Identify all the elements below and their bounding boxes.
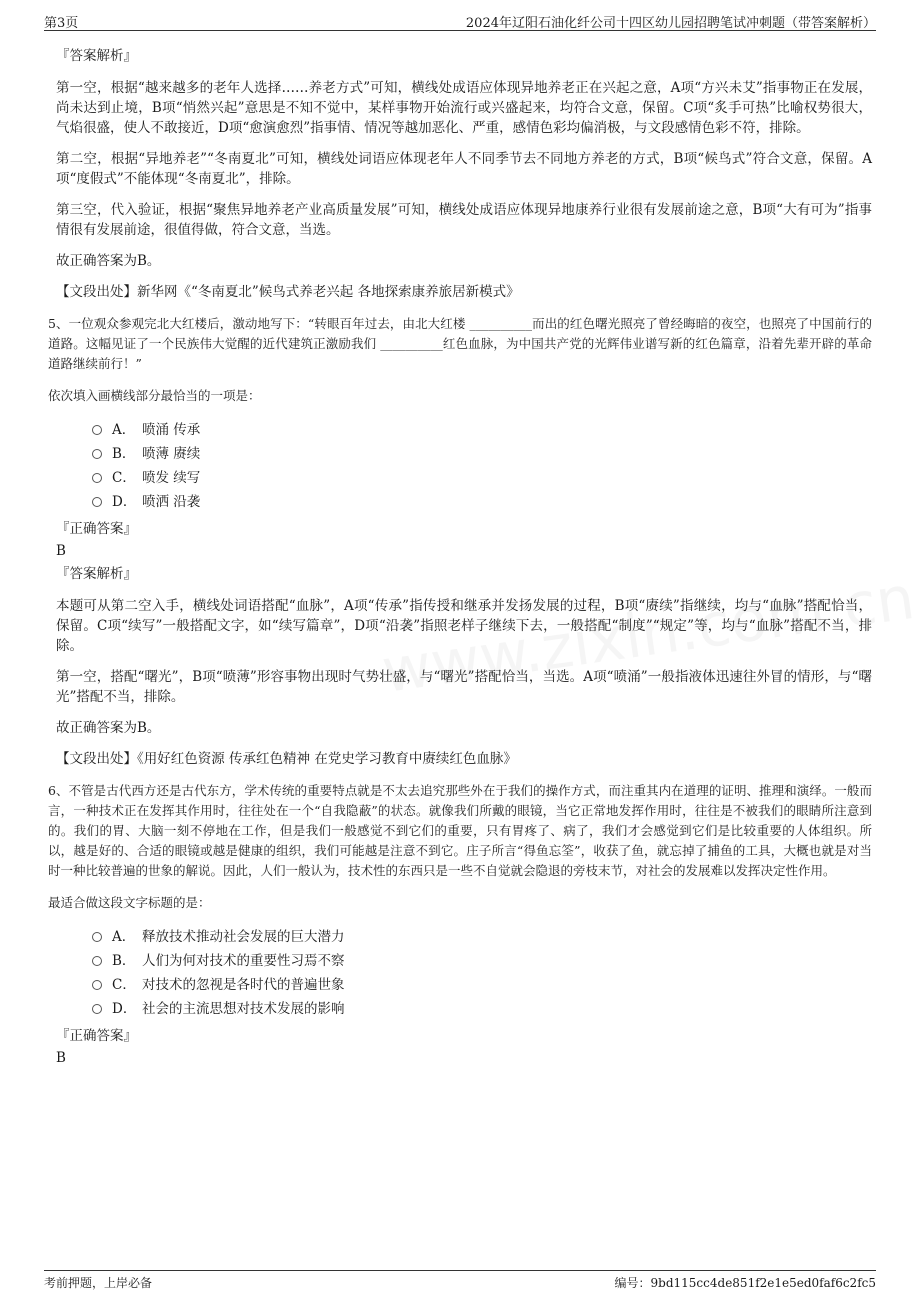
source-citation: 【文段出处】《用好红色资源 传承红色精神 在党史学习教育中赓续红色血脉》: [56, 751, 517, 767]
footer-slogan: 考前押题，上岸必备: [44, 1276, 153, 1290]
radio-icon[interactable]: [92, 980, 102, 990]
radio-icon[interactable]: [92, 1004, 102, 1014]
question-6-stem: 6、不管是古代西方还是古代东方，学术传统的重要特点就是不太去追究那些外在于我们的操作方式，而注重其内在道理的证明、推理和演绎。一般而言，一种技术正在发挥其作用时，往往处在一个“自我隐蔽”的状态。就像我们所戴的眼镜，当它正常地发挥作用时，往往是不被我们的眼睛所注意到的。我们的胃、大脑一刻不停地在工作，但是我们一般感觉不到它们的重要，只有胃疼了、病了，我们才会感觉到它们是比较重要的人体组织。所以，越是好的、合适的眼镜或越是健康的组织，我们可能越是注意不到它。庄子所言“得鱼忘筌”，收获了鱼，就忘掉了捕鱼的工具，大概也就是对当时一种比较普遍的世象的解说。因此，人们一般认为，技术性的东西只是一些不自觉就会隐退的旁枝末节，对社会的发展难以发挥决定性作用。: [48, 783, 872, 878]
radio-icon[interactable]: [92, 956, 102, 966]
analysis-paragraph: 第一空，根据“越来越多的老年人选择……养老方式”可知，横线处成语应体现异地养老正在兴起之意，A项“方兴未艾”指事物正在发展，尚未达到止境，B项“悄然兴起”意思是不知不觉中，某样事物开始流行或兴盛起来，均符合文意，保留。C项“炙手可热”比喻权势很大，气焰很盛，使人不敢接近，D项“愈演愈烈”指事情、情况等越加恶化、严重，感情色彩均偏消极，与文段感情色彩不符，排除。: [56, 80, 872, 136]
question-6-options: [92, 925, 872, 1021]
radio-icon[interactable]: [92, 497, 102, 507]
radio-icon[interactable]: [92, 449, 102, 459]
analysis-paragraph: 第二空，根据“异地养老”“冬南夏北”可知，横线处词语应体现老年人不同季节去不同地方养老的方式，B项“候鸟式”符合文意，保留。A项“度假式”不能体现“冬南夏北”，排除。: [56, 151, 872, 187]
document-title: 2024年辽阳石油化纤公司十四区幼儿园招聘笔试冲刺题（带答案解析）: [465, 16, 876, 31]
document-body: [48, 46, 872, 1071]
page-header: [44, 12, 876, 31]
analysis-paragraph: 第三空，代入验证，根据“聚焦异地养老产业高质量发展”可知，横线处成语应体现异地康养行业很有发展前途之意，B项“大有可为”指事情很有发展前途，很值得做，符合文意，当选。: [56, 202, 872, 238]
page-footer: [44, 1270, 876, 1291]
radio-icon[interactable]: [92, 425, 102, 435]
analysis-paragraph: 本题可从第二空入手，横线处词语搭配“血脉”，A项“传承”指传授和继承并发扬发展的过程，B项“赓续”指继续，均与“血脉”搭配恰当，保留。C项“续写”一般搭配文字，如“续写篇章”，D项“沿袭”指照老样子继续下去，一般搭配“制度”“规定”等，均与“血脉”搭配不当，排除。: [56, 598, 872, 654]
conclusion: 故正确答案为B。: [56, 720, 161, 736]
answer-value: B: [56, 543, 66, 559]
option-a[interactable]: A． 喷涌 传承: [92, 418, 872, 442]
answer-tag: 『正确答案』: [56, 521, 137, 537]
option-c[interactable]: C． 喷发 续写: [92, 466, 872, 490]
analysis-tag: 『答案解析』: [56, 48, 137, 64]
radio-icon[interactable]: [92, 473, 102, 483]
question-5-stem: 5、一位观众参观完北大红楼后，激动地写下：“转眼百年过去，由北大红楼 __________而出的红色曙光照亮了曾经晦暗的夜空，也照亮了中国前行的道路。这幅见证了一个民族伟大觉醒的近代建筑正激励我们 __________红色血脉，为中国共产党的光辉伟业谱写新的红色篇章，沿着先辈开辟的革命道路继续前行！”: [48, 316, 872, 371]
option-a[interactable]: A． 释放技术推动社会发展的巨大潜力: [92, 925, 872, 949]
question-5-prompt: 依次填入画横线部分最恰当的一项是：: [48, 388, 261, 403]
option-c[interactable]: C． 对技术的忽视是各时代的普遍世象: [92, 973, 872, 997]
option-d[interactable]: D． 社会的主流思想对技术发展的影响: [92, 997, 872, 1021]
option-b[interactable]: B． 人们为何对技术的重要性习焉不察: [92, 949, 872, 973]
question-6-prompt: 最适合做这段文字标题的是：: [48, 895, 211, 910]
option-d[interactable]: D． 喷洒 沿袭: [92, 490, 872, 514]
page-number: 第3页: [44, 16, 79, 31]
document-id: 编号：9bd115cc4de851f2e1e5ed0faf6c2fc5: [614, 1276, 876, 1290]
option-b[interactable]: B． 喷薄 赓续: [92, 442, 872, 466]
answer-tag: 『正确答案』: [56, 1028, 137, 1044]
answer-value: B: [56, 1050, 66, 1066]
conclusion: 故正确答案为B。: [56, 253, 161, 269]
radio-icon[interactable]: [92, 932, 102, 942]
analysis-paragraph: 第一空，搭配“曙光”，B项“喷薄”形容事物出现时气势壮盛，与“曙光”搭配恰当，当选。A项“喷涌”一般指液体迅速往外冒的情形，与“曙光”搭配不当，排除。: [56, 669, 872, 705]
question-5-options: [92, 418, 872, 514]
source-citation: 【文段出处】新华网《“冬南夏北”候鸟式养老兴起 各地探索康养旅居新模式》: [56, 284, 520, 300]
analysis-tag: 『答案解析』: [56, 566, 137, 582]
